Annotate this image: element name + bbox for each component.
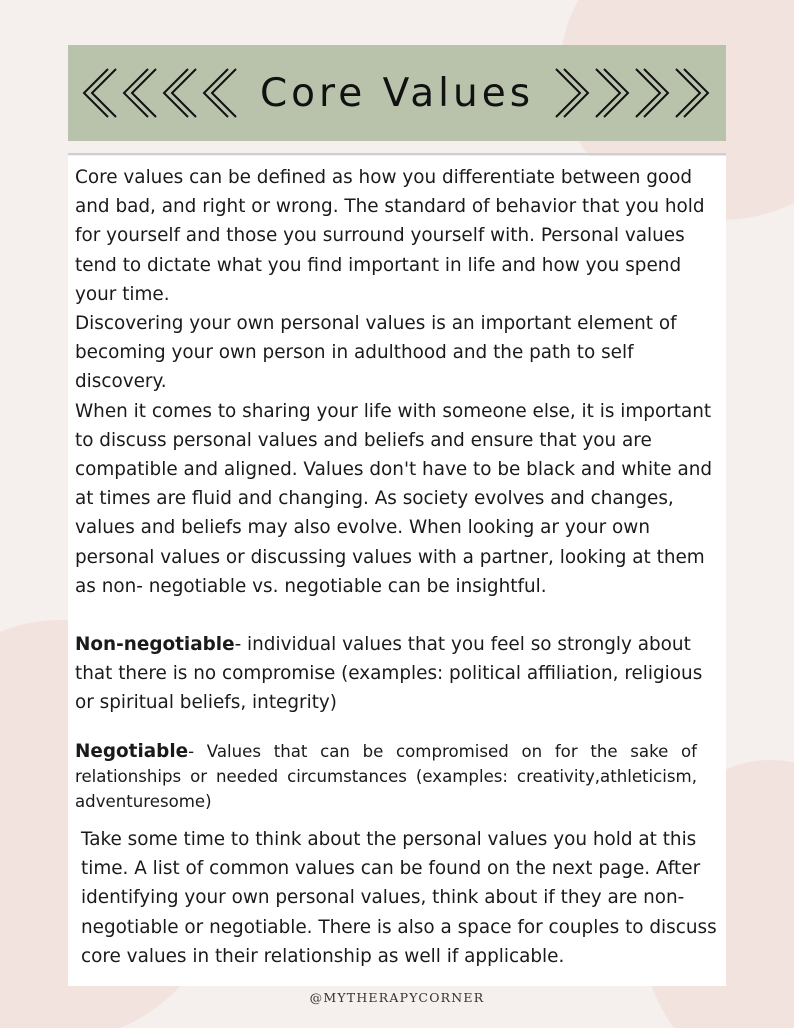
- title-banner: [68, 45, 726, 141]
- intro-paragraph: Core values can be defined as how you differentiate between good and bad, and right or wrong. The standard of behavior that you hold for yourself and those you surround yourself with. Personal values tend to dictate what you find important in life and how you spend your time.: [75, 167, 705, 305]
- divider: [68, 153, 726, 155]
- sharing-paragraph: When it comes to sharing your life with someone else, it is important to discuss personal values and beliefs and ensure that you are compatible and aligned. Values don't have to be black and white and at times are fluid and changing. As society evolves and changes, values and beliefs may also evolve. When looking ar your own personal values or discussing values with a partner, looking at them as non- negotiable vs. negotiable can be insightful.: [75, 400, 713, 597]
- footer-handle: @MYTHERAPYCORNER: [309, 990, 485, 1005]
- negotiable-definition: [75, 739, 697, 814]
- body-text: [75, 163, 725, 601]
- chevrons-right-icon: [554, 65, 714, 121]
- negotiable-term: Negotiable: [75, 741, 189, 762]
- negotiable-text: - Values that can be compromised on for the sake of relationships or needed circumstances (examples: creativity,athleticism, adventuresome): [75, 742, 697, 811]
- non-negotiable-text: - individual values that you feel so strongly about that there is no compromise (examples: political affiliation, religious or spiritual beliefs, integrity): [75, 634, 703, 714]
- non-negotiable-term: Non-negotiable: [75, 634, 235, 655]
- non-negotiable-definition: [75, 630, 725, 718]
- chevrons-left-icon: [78, 65, 238, 121]
- closing-paragraph: Take some time to think about the personal values you hold at this time. A list of common values can be found on the next page. After identifying your own personal values, think about if they are non-negotiable or negotiable. There is also a space for couples to discuss core values in their relationship as well if applicable.: [81, 829, 717, 967]
- discovering-paragraph: Discovering your own personal values is an important element of becoming your own person in adulthood and the path to self discovery.: [75, 313, 677, 393]
- page-title: Core Values: [259, 70, 535, 116]
